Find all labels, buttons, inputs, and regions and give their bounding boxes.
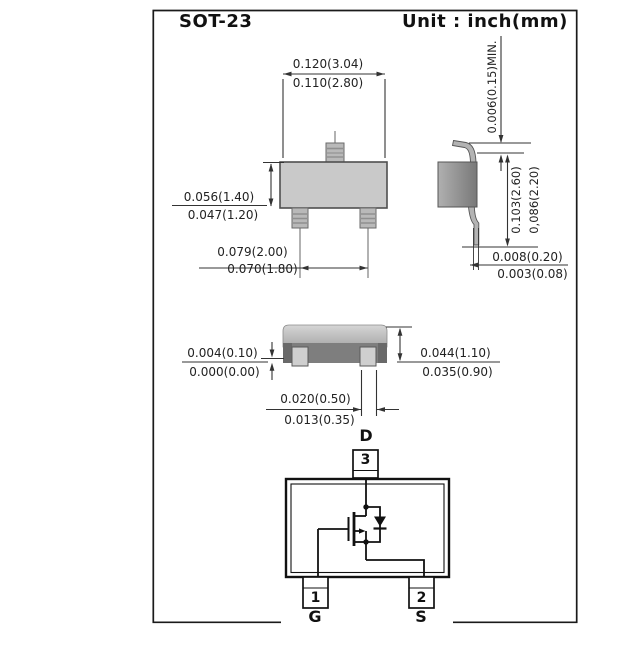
dim-lead-span-max: 0.079(2.00) [217, 245, 288, 259]
package-body-front [280, 162, 387, 208]
dim-standoff-max: 0.004(0.10) [187, 346, 258, 360]
terminal-label-source: S [415, 607, 427, 626]
side-view [438, 36, 568, 270]
bottom-leads [292, 208, 376, 228]
schematic-wires [318, 478, 424, 577]
schematic [286, 450, 449, 608]
dim-front-width-max: 0.120(3.04) [292, 57, 364, 71]
dim-overall-height-max: 0.103(2.60) [509, 166, 523, 234]
dim-tab-clearance-label: 0.006(0.15)MIN. [485, 40, 499, 134]
dim-lead-thickness-min: 0.003(0.08) [497, 267, 568, 281]
terminal-label-drain: D [359, 426, 373, 445]
dim-body-thickness-min: 0.035(0.90) [422, 365, 493, 379]
pin3-number: 3 [360, 452, 371, 468]
mosfet-symbol [349, 512, 366, 546]
package-title: SOT-23 [179, 11, 253, 32]
dim-front-height-max: 0.056(1.40) [183, 190, 255, 204]
profile-foot-right [360, 347, 376, 366]
dim-lead-span-min: 0.070(1.80) [227, 262, 298, 276]
dim-lead-width-max: 0.020(0.50) [280, 392, 351, 406]
side-top-lead [453, 141, 477, 163]
dim-overall-height-min: 0,086(2.20) [527, 166, 541, 234]
dim-standoff-min: 0.000(0.00) [189, 365, 260, 379]
terminal-label-gate: G [308, 607, 322, 626]
package-body-side [438, 162, 477, 207]
profile-foot-left [292, 347, 308, 366]
dim-lead-width-min: 0.013(0.35) [284, 413, 355, 427]
top-lead [326, 143, 344, 162]
pin1-number: 1 [310, 590, 321, 606]
unit-label: Unit : inch(mm) [402, 11, 568, 32]
dim-front-width-min: 0.110(2.80) [292, 76, 364, 90]
pin2-number: 2 [416, 590, 427, 606]
dim-body-thickness-max: 0.044(1.10) [420, 346, 491, 360]
dim-lead-thickness-max: 0.008(0.20) [492, 250, 563, 264]
dim-front-height-min: 0.047(1.20) [187, 208, 259, 222]
